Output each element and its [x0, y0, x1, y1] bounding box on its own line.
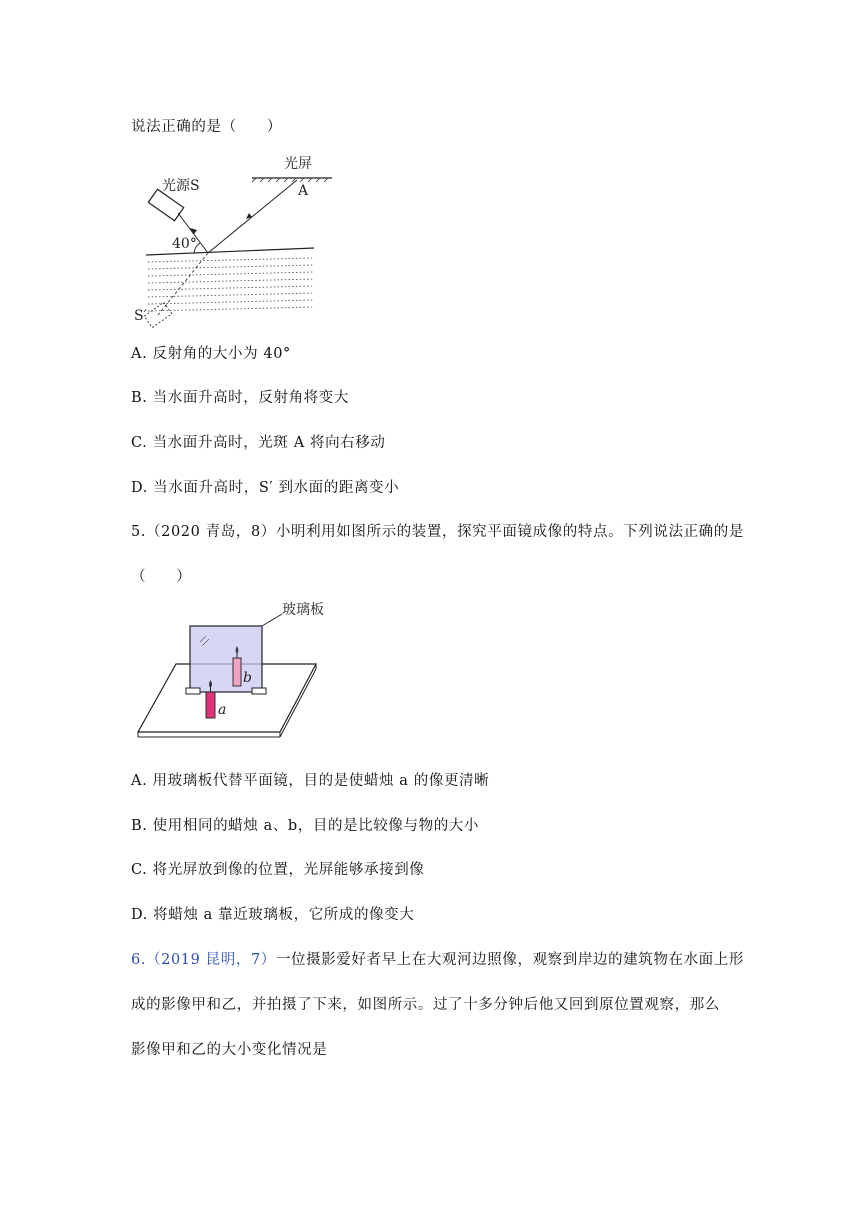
image-label: S′	[134, 308, 147, 324]
screen-label: 光屏	[284, 156, 312, 172]
glass-label: 玻璃板	[282, 602, 324, 618]
q6-stem-line1	[131, 950, 744, 970]
candle-a-label: a	[218, 702, 227, 718]
angle-label: 40°	[172, 236, 197, 252]
candle-b-label: b	[243, 670, 252, 686]
reflection-figure	[132, 150, 332, 330]
q5-option-d: D. 将蜡烛 a 靠近玻璃板，它所成的像变大	[131, 907, 415, 923]
q4-stem: 说法正确的是（ ）	[131, 119, 282, 135]
mirror-figure	[132, 600, 332, 740]
q4-option-a: A. 反射角的大小为 40°	[131, 346, 291, 362]
q5-option-a: A. 用玻璃板代替平面镜，目的是使蜡烛 a 的像更清晰	[131, 773, 490, 789]
q6-stem-line3: 影像甲和乙的大小变化情况是	[131, 1042, 328, 1058]
q5-stem-line1: 5.（2020 青岛，8）小明利用如图所示的装置，探究平面镜成像的特点。下列说法正确的是	[131, 524, 744, 540]
q4-option-c: C. 当水面升高时，光斑 A 将向右移动	[131, 435, 386, 451]
q6-stem-line1-text: 一位摄影爱好者早上在大观河边照像，观察到岸边的建筑物在水面上形	[275, 952, 744, 968]
q6-number-source: 6.（2019 昆明，7）	[131, 952, 276, 968]
spot-label: A	[298, 183, 309, 199]
q5-option-b: B. 使用相同的蜡烛 a、b，目的是比较像与物的大小	[131, 818, 480, 834]
q5-stem-line2: （ ）	[131, 569, 192, 585]
source-label: 光源S	[162, 178, 200, 194]
q4-option-b: B. 当水面升高时，反射角将变大	[131, 390, 349, 406]
q5-option-c: C. 将光屏放到像的位置，光屏能够承接到像	[131, 862, 425, 878]
q4-option-d: D. 当水面升高时，S′ 到水面的距离变小	[131, 480, 400, 496]
q6-stem-line2: 成的影像甲和乙，并拍摄了下来，如图所示。过了十多分钟后他又回到原位置观察，那么	[131, 997, 720, 1013]
